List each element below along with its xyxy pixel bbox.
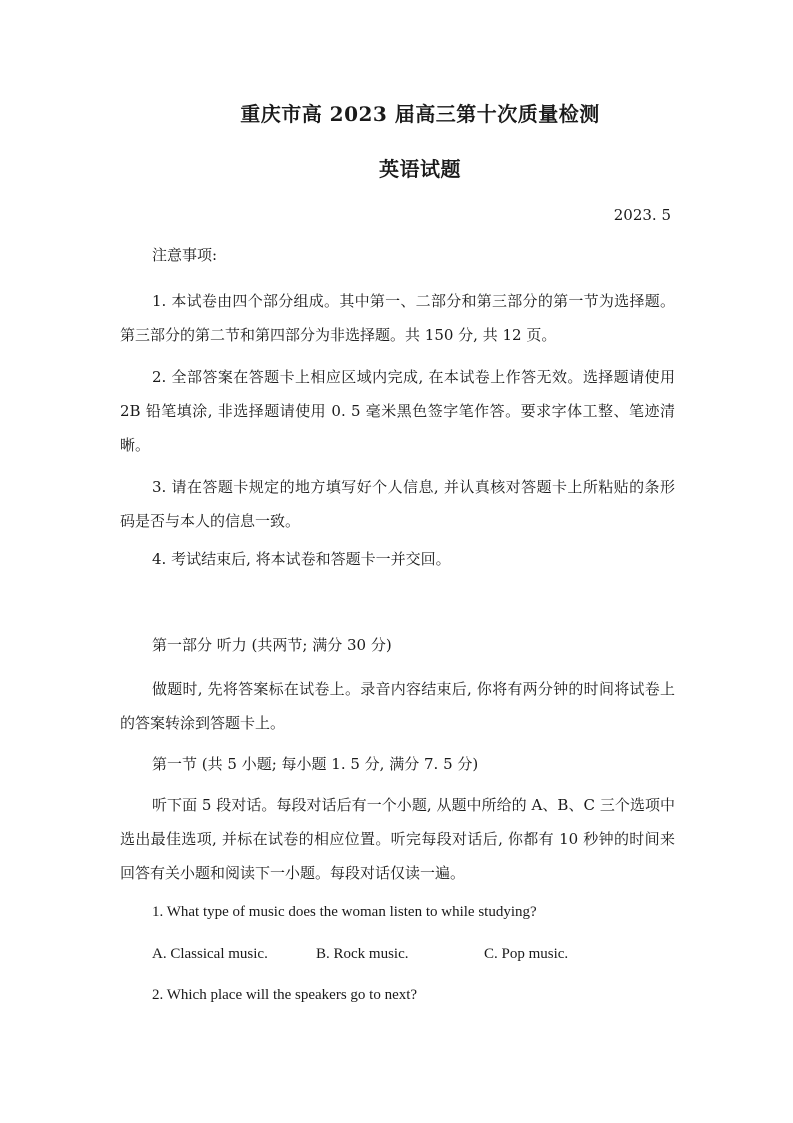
- notice-item-3: 3. 请在答题卡规定的地方填写好个人信息, 并认真核对答题卡上所粘贴的条形码是否与本人的信息一致。: [120, 478, 675, 530]
- notice-item-4: 4. 考试结束后, 将本试卷和答题卡一并交回。: [152, 550, 451, 568]
- question-1: 1. What type of music does the woman listen to while studying?: [152, 904, 537, 920]
- section1-heading: 第一节 (共 5 小题; 每小题 1. 5 分, 满分 7. 5 分): [152, 755, 479, 773]
- question-2: 2. Which place will the speakers go to next?: [152, 987, 418, 1003]
- notice-heading: 注意事项:: [152, 246, 218, 264]
- notice-item-2: 2. 全部答案在答题卡上相应区域内完成, 在本试卷上作答无效。选择题请使用 2B 铅笔填涂, 非选择题请使用 0. 5 毫米黑色签字笔作答。要求字体工整、笔迹清晰。: [120, 368, 675, 454]
- question-1-option-b: B. Rock music.: [316, 946, 409, 962]
- exam-title: 重庆市高 2023 届高三第十次质量检测: [240, 102, 600, 126]
- exam-subtitle: 英语试题: [379, 157, 461, 181]
- question-1-option-a: A. Classical music.: [152, 946, 268, 962]
- part1-instruction: 做题时, 先将答案标在试卷上。录音内容结束后, 你将有两分钟的时间将试卷上的答案转涂到答题卡上。: [120, 680, 675, 732]
- part1-heading: 第一部分 听力 (共两节; 满分 30 分): [152, 636, 392, 654]
- exam-date: 2023. 5: [613, 206, 671, 224]
- section1-instruction: 听下面 5 段对话。每段对话后有一个小题, 从题中所给的 A、B、C 三个选项中选出最佳选项, 并标在试卷的相应位置。听完每段对话后, 你都有 10 秒钟的时间来回答有关小题和阅读下一小题。每段对话仅读一遍。: [120, 796, 675, 882]
- notice-item-1: 1. 本试卷由四个部分组成。其中第一、二部分和第三部分的第一节为选择题。第三部分的第二节和第四部分为非选择题。共 150 分, 共 12 页。: [120, 292, 675, 344]
- question-1-option-c: C. Pop music.: [484, 946, 569, 962]
